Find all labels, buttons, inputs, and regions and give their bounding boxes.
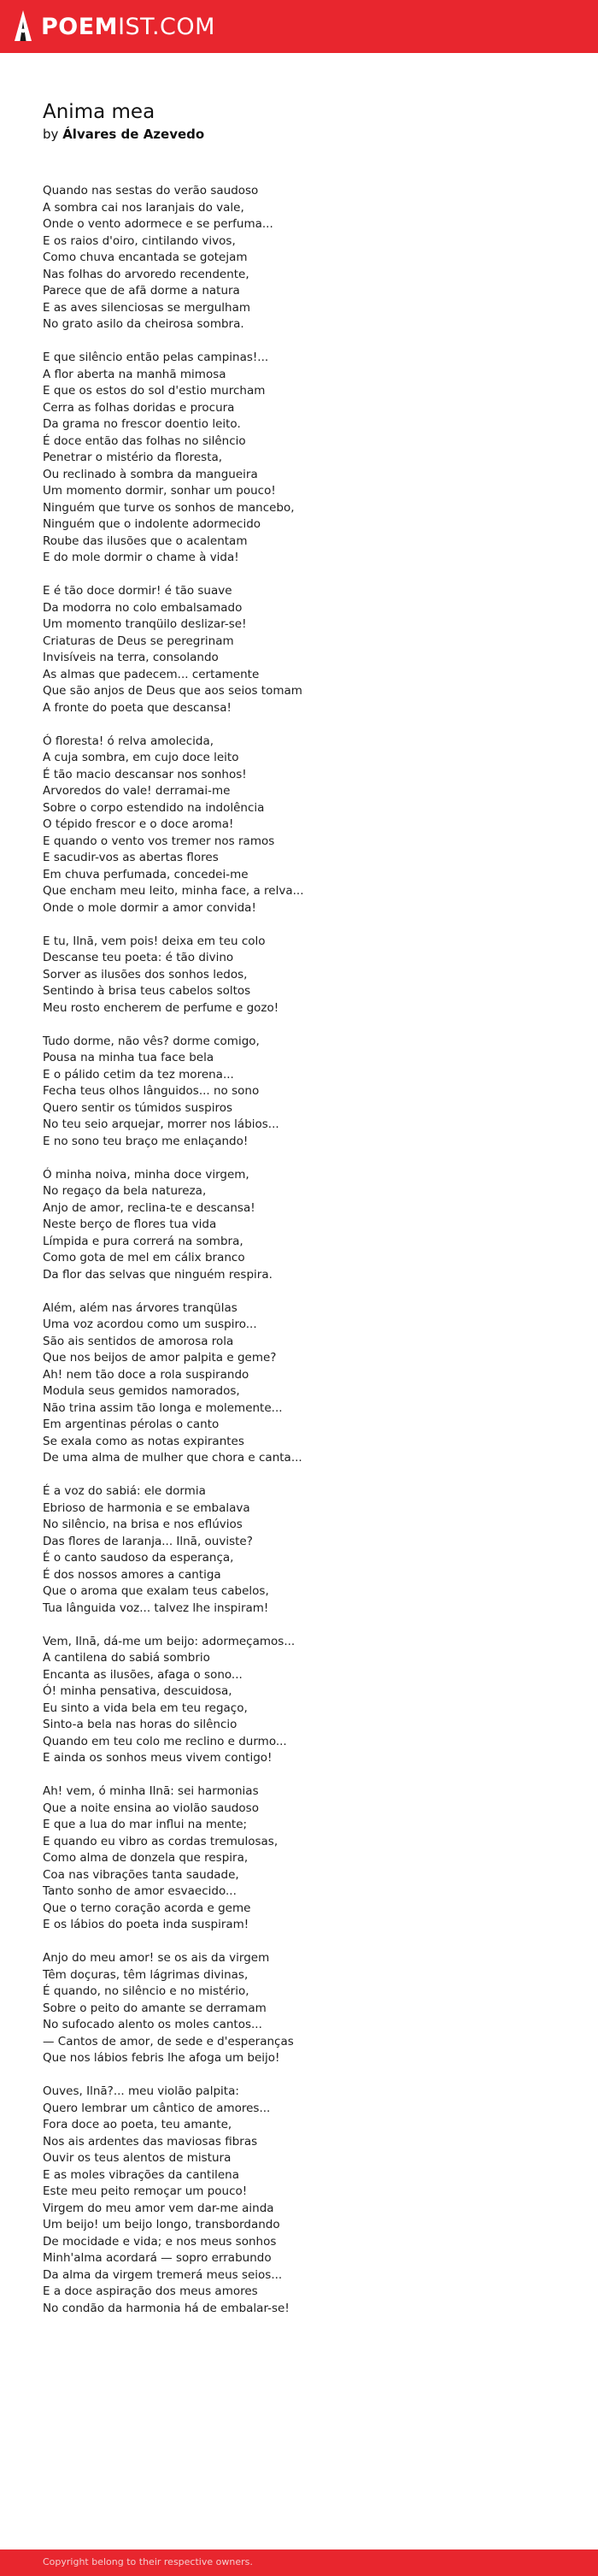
poem-line: E é tão doce dormir! é tão suave	[43, 584, 232, 598]
poem-line: Tudo dorme, não vês? dorme comigo,	[43, 1034, 260, 1048]
poem-line: Das flores de laranja... Ilnā, ouviste?	[43, 1534, 253, 1548]
poem-line: Um beijo! um beijo longo, transbordando	[43, 2218, 280, 2231]
poem-line: A cuja sombra, em cujo doce leito	[43, 751, 239, 764]
poem-line: Como alma de donzela que respira,	[43, 1851, 249, 1865]
poem-line: E ainda os sonhos meus vivem contigo!	[43, 1751, 273, 1765]
poem-line: A flor aberta na manhã mimosa	[43, 367, 226, 381]
poem-line: Que a noite ensina ao violão saudoso	[43, 1801, 259, 1815]
poem-line: Têm doçuras, têm lágrimas divinas,	[43, 1967, 249, 1982]
poem-line: Ninguém que o indolente adormecido	[43, 517, 261, 531]
poem-line: Este meu peito remoçar um pouco!	[43, 2184, 248, 2198]
poem-line: Pousa na minha tua face bela	[43, 1051, 214, 1064]
poem-line: A sombra cai nos laranjais do vale,	[43, 200, 244, 215]
poem-line: De mocidade e vida; e nos meus sonhos	[43, 2234, 277, 2249]
poem-line: Que o aroma que exalam teus cabelos,	[43, 1584, 269, 1598]
poem-stanza	[43, 350, 572, 567]
poem-line: No grato asilo da cheirosa sombra.	[43, 317, 244, 331]
poem-line: E que a lua do mar influi na mente;	[43, 1818, 248, 1831]
poem-line: Tua lânguida voz... talvez lhe inspiram!	[43, 1600, 269, 1615]
poem-line: Além, além nas árvores tranqülas	[43, 1300, 237, 1315]
poem-stanza	[43, 1300, 572, 1467]
poem-line: Anjo de amor, reclina-te e descansa!	[43, 1200, 255, 1215]
poem-stanza	[43, 1167, 572, 1284]
site-logo[interactable]	[12, 9, 215, 44]
poem-line: Parece que de afã dorme a natura	[43, 284, 240, 298]
poem-line: E tu, Ilnā, vem pois! deixa em teu colo	[43, 934, 266, 948]
poem-line: É tão macio descansar nos sonhos!	[43, 767, 247, 781]
poem-line: A cantilena do sabiá sombrio	[43, 1651, 210, 1665]
poem-line: Descanse teu poeta: é tão divino	[43, 951, 234, 964]
poem-line: Que o terno coração acorda e geme	[43, 1901, 251, 1915]
poem-line: Da modorra no colo embalsamado	[43, 600, 243, 615]
poem-line: É doce então das folhas no silêncio	[43, 433, 246, 448]
poem-line: E que silêncio então pelas campinas!...	[43, 351, 269, 364]
poem-line: Neste berço de flores tua vida	[43, 1217, 217, 1231]
poem-stanza	[43, 1783, 572, 1934]
poem-line: Criaturas de Deus se peregrinam	[43, 634, 234, 648]
poem-stanza	[43, 734, 572, 917]
poem-line: Ah! vem, ó minha Ilnā: sei harmonias	[43, 1784, 259, 1798]
poem-line: Nas folhas do arvoredo recendente,	[43, 267, 249, 281]
poem-line: No condão da harmonia há de embalar-se!	[43, 2301, 290, 2315]
poem-line: Que encham meu leito, minha face, a relva...	[43, 884, 304, 898]
poem-line: Onde o vento adormece e se perfuma...	[43, 217, 273, 231]
poem-line: Sobre o peito do amante se derramam	[43, 2001, 267, 2015]
poem-line: Sobre o corpo estendido na indolência	[43, 800, 265, 815]
poem-line: Quando em teu colo me reclino e durmo...	[43, 1734, 287, 1748]
poem-line: Vem, Ilnā, dá-me um beijo: adormeçamos...	[43, 1634, 296, 1648]
poem-line: E do mole dormir o chame à vida!	[43, 551, 239, 564]
poem-line: Ebrioso de harmonia e se embalava	[43, 1500, 250, 1515]
poem-line: Se exala como as notas expirantes	[43, 1434, 244, 1448]
poem-line: Como gota de mel em cálix branco	[43, 1251, 245, 1264]
poem-line: Modula seus gemidos namorados,	[43, 1384, 240, 1398]
poem-line: É quando, no silêncio e no mistério,	[43, 1984, 249, 1998]
poem-line: E quando eu vibro as cordas tremulosas,	[43, 1834, 278, 1848]
poem-line: E sacudir-vos as abertas flores	[43, 851, 219, 864]
poem-line: Eu sinto a vida bela em teu regaço,	[43, 1701, 248, 1715]
poem-stanza	[43, 583, 572, 716]
poem-line: E a doce aspiração dos meus amores	[43, 2284, 258, 2298]
poem-line: Coa nas vibrações tanta saudade,	[43, 1867, 239, 1882]
poem-line: E os raios d'oiro, cintilando vivos,	[43, 233, 236, 248]
poem-line: Sentindo à brisa teus cabelos soltos	[43, 984, 251, 998]
footer-bar	[0, 2549, 598, 2576]
poem-line: Cerra as folhas doridas e procura	[43, 400, 235, 415]
poem-line: Nos ais ardentes das maviosas fibras	[43, 2134, 258, 2149]
poem-line: Ou reclinado à sombra da mangueira	[43, 467, 258, 481]
poem-title: Anima mea	[43, 101, 155, 123]
poem-line: Da grama no frescor doentio leito.	[43, 417, 241, 431]
poem-line: Fora doce ao poeta, teu amante,	[43, 2118, 232, 2131]
poem-line: Penetrar o mistério da floresta,	[43, 451, 223, 464]
poem-line: O tépido frescor e o doce aroma!	[43, 817, 234, 831]
poem-line: Límpida e pura correrá na sombra,	[43, 1234, 243, 1248]
poem-line: Arvoredos do vale! derramai-me	[43, 784, 231, 798]
poem-line: São ais sentidos de amorosa rola	[43, 1334, 234, 1348]
poem-line: Uma voz acordou como um suspiro...	[43, 1317, 257, 1331]
poem-line: Ó minha noiva, minha doce virgem,	[43, 1167, 249, 1182]
poem-line: Meu rosto encherem de perfume e gozo!	[43, 1000, 279, 1015]
poem-line: No sufocado alento os moles cantos...	[43, 2018, 262, 2031]
poem-line: Ó floresta! ó relva amolecida,	[43, 734, 214, 748]
poem-line: — Cantos de amor, de sede e d'esperanças	[43, 2034, 294, 2048]
poem-line: Ouvir os teus alentos de mistura	[43, 2151, 232, 2165]
poem-line: E os lábios do poeta inda suspiram!	[43, 1918, 249, 1931]
poem-line: As almas que padecem... certamente	[43, 667, 260, 681]
author-link[interactable]: Álvares de Azevedo	[62, 127, 205, 142]
poem-line: Da alma da virgem tremerá meus seios...	[43, 2267, 283, 2282]
poem-line: Quero sentir os túmidos suspiros	[43, 1100, 233, 1115]
poem-line: Que nos beijos de amor palpita e geme?	[43, 1351, 277, 1365]
poem-line: Fecha teus olhos lânguidos... no sono	[43, 1084, 260, 1098]
poem-stanza	[43, 1483, 572, 1617]
poem-stanza	[43, 1950, 572, 2067]
poem-line: Em argentinas pérolas o canto	[43, 1418, 220, 1431]
by-label: by	[43, 127, 59, 142]
poem-line: Não trina assim tão longa e molemente...	[43, 1400, 283, 1415]
poem-body	[43, 183, 572, 2317]
poem-line: E as aves silenciosas se mergulham	[43, 300, 251, 315]
poem-line: Tanto sonho de amor esvaecido...	[43, 1884, 237, 1898]
poem-line: Roube das ilusões que o acalentam	[43, 533, 248, 548]
poem-line: Quando nas sestas do verão saudoso	[43, 184, 259, 197]
poem-line: Sinto-a bela nas horas do silêncio	[43, 1718, 237, 1731]
poem-stanza	[43, 1634, 572, 1767]
poem-line: E o pálido cetim da tez morena...	[43, 1067, 234, 1082]
poem-line: Um momento tranqüilo deslizar-se!	[43, 617, 247, 631]
poem-line: Minh'alma acordará — sopro errabundo	[43, 2251, 272, 2265]
poem-line: No teu seio arquejar, morrer nos lábios...	[43, 1117, 279, 1131]
poem-line: Invisíveis na terra, consolando	[43, 651, 219, 664]
poem-line: No silêncio, na brisa e nos eflúvios	[43, 1518, 243, 1531]
poem-line: Ó! minha pensativa, descuidosa,	[43, 1684, 232, 1698]
poem-line: É o canto saudoso da esperança,	[43, 1551, 234, 1565]
poem-line: E as moles vibrações da cantilena	[43, 2167, 239, 2182]
poem-line: Um momento dormir, sonhar um pouco!	[43, 484, 276, 498]
poem-line: Ninguém que turve os sonhos de mancebo,	[43, 500, 295, 515]
pen-nib-icon	[12, 9, 34, 44]
poem-line: E quando o vento vos tremer nos ramos	[43, 834, 275, 848]
poem-line: E que os estos do sol d'estio murcham	[43, 384, 266, 398]
poem-line: Onde o mole dormir a amor convida!	[43, 900, 256, 915]
poem-content	[43, 99, 572, 2334]
copyright-text: Copyright belong to their respective owners.	[43, 2556, 253, 2567]
poem-byline	[43, 125, 572, 144]
poem-line: Como chuva encantada se gotejam	[43, 251, 248, 264]
poem-line: Anjo do meu amor! se os ais da virgem	[43, 1951, 270, 1965]
poem-line: É a voz do sabiá: ele dormia	[43, 1484, 206, 1498]
poem-line: Que nos lábios febris lhe afoga um beijo!	[43, 2051, 280, 2065]
logo-wordmark: POEMIST.COM	[41, 13, 215, 40]
poem-line: Ah! nem tão doce a rola suspirando	[43, 1367, 249, 1382]
poem-line: A fronte do poeta que descansa!	[43, 700, 232, 715]
poem-line: Que são anjos de Deus que aos seios tomam	[43, 684, 302, 698]
poem-line: Da flor das selvas que ninguém respira.	[43, 1267, 273, 1282]
poem-line: E no sono teu braço me enlaçando!	[43, 1134, 249, 1148]
poem-line: Virgem do meu amor vem dar-me ainda	[43, 2201, 274, 2215]
poem-line: Sorver as ilusões dos sonhos ledos,	[43, 967, 248, 981]
poem-line: De uma alma de mulher que chora e canta...	[43, 1451, 302, 1465]
poem-stanza	[43, 1034, 572, 1151]
poem-stanza	[43, 2084, 572, 2317]
poem-line: Quero lembrar um cântico de amores...	[43, 2101, 271, 2115]
poem-line: No regaço da bela natureza,	[43, 1184, 207, 1198]
poem-line: É dos nossos amores a cantiga	[43, 1567, 221, 1582]
top-bar	[0, 0, 598, 53]
poem-line: Encanta as ilusões, afaga o sono...	[43, 1667, 243, 1682]
poem-line: Ouves, Ilnā?... meu violão palpita:	[43, 2084, 239, 2098]
poem-stanza	[43, 934, 572, 1017]
poem-stanza	[43, 183, 572, 333]
poem-line: Em chuva perfumada, concedei-me	[43, 867, 249, 881]
